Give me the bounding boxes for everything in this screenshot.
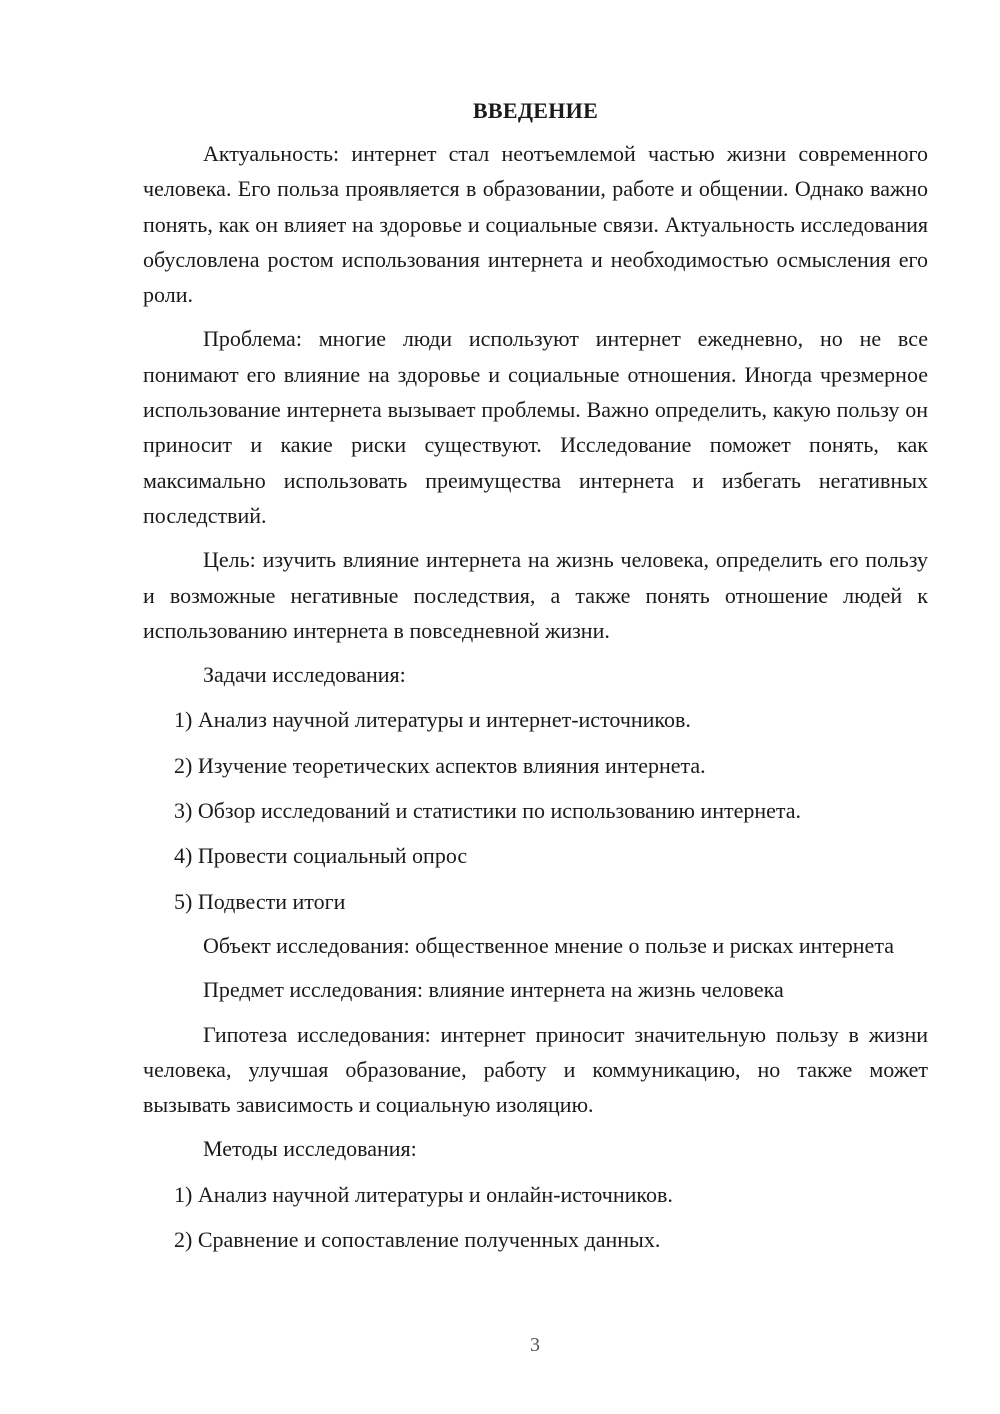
list-item: 2) Сравнение и сопоставление полученных данных. bbox=[174, 1227, 661, 1253]
page-number: 3 bbox=[530, 1334, 540, 1356]
relevance-paragraph: Актуальность: интернет стал неотъемлемой частью жизни современного человека. Его польза проявляется в образовании, работе и общении. Однако важно понять, как он влияет на здоровье и социальные связи. Актуальность исследования обусловлена ростом использования интернета и необходимостью осмысления его роли. bbox=[143, 141, 928, 308]
subject-paragraph: Предмет исследования: влияние интернета на жизнь человека bbox=[203, 977, 784, 1003]
list-item: 1) Анализ научной литературы и онлайн-источников. bbox=[174, 1181, 673, 1207]
list-item: 2) Изучение теоретических аспектов влияния интернета. bbox=[174, 752, 706, 778]
goal-paragraph: Цель: изучить влияние интернета на жизнь человека, определить его пользу и возможные негативные последствия, а также понять отношение людей к использованию интернета в повседневной жизни. bbox=[143, 547, 928, 643]
page-title: ВВЕДЕНИЕ bbox=[472, 98, 599, 123]
tasks-list bbox=[143, 702, 928, 918]
methods-list bbox=[143, 1177, 928, 1258]
list-item: 4) Провести социальный опрос bbox=[174, 843, 468, 869]
object-paragraph: Объект исследования: общественное мнение о пользе и рисках интернета bbox=[203, 932, 894, 958]
methods-heading: Методы исследования: bbox=[203, 1136, 417, 1162]
list-item: 5) Подвести итоги bbox=[174, 888, 346, 914]
list-item: 3) Обзор исследований и статистики по использованию интернета. bbox=[174, 798, 802, 824]
tasks-heading: Задачи исследования: bbox=[203, 662, 406, 688]
problem-paragraph: Проблема: многие люди используют интернет ежедневно, но не все понимают его влияние на здоровье и социальные отношения. Иногда чрезмерное использование интернета вызывает проблемы. Важно определить, какую пользу он приносит и какие риски существуют. Исследование поможет понять, как максимально использовать преимущества интернета и избегать негативных последствий. bbox=[143, 326, 928, 528]
hypothesis-paragraph: Гипотеза исследования: интернет приносит значительную пользу в жизни человека, улучшая образование, работу и коммуникацию, но также может вызывать зависимость и социальную изоляцию. bbox=[143, 1021, 928, 1118]
list-item: 1) Анализ научной литературы и интернет-источников. bbox=[174, 707, 691, 733]
